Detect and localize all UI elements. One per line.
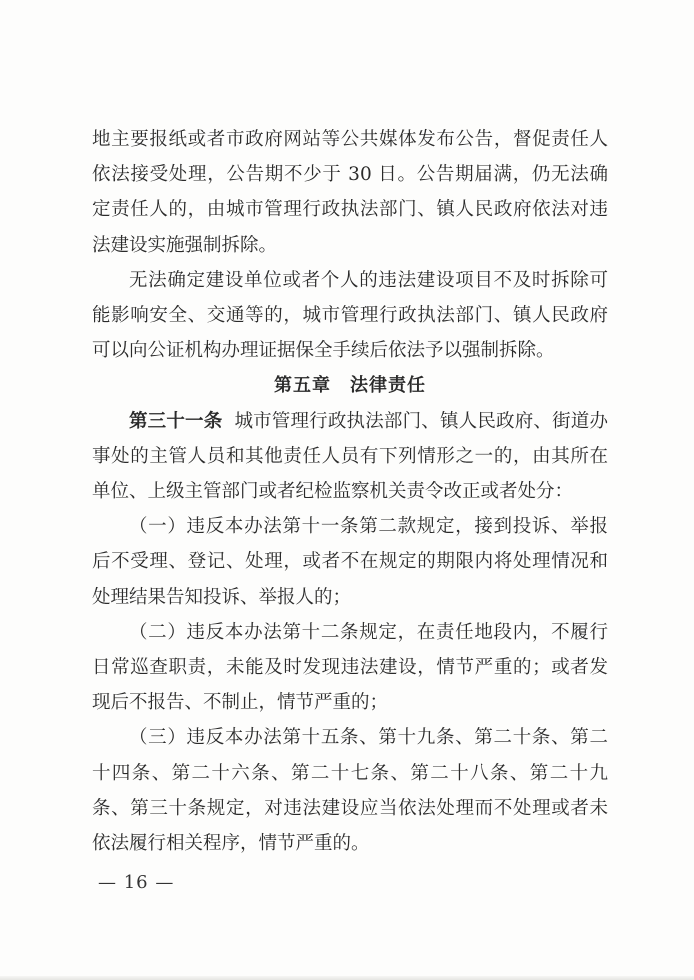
page-number: — 16 — bbox=[98, 872, 175, 893]
paragraph-continued: 地主要报纸或者市政府网站等公共媒体发布公告，督促责任人依法接受处理，公告期不少于 30 日。公告期届满，仍无法确定责任人的，由城市管理行政执法部门、镇人民政府依法对违法建设实施强制拆除。 bbox=[92, 129, 608, 256]
list-item-1: （一）违反本办法第十一条第二款规定，接到投诉、举报后不受理、登记、处理，或者不在规定的期限内将处理情况和处理结果告知投诉、举报人的； bbox=[92, 516, 608, 608]
list-item-2: （二）违反本办法第十二条规定，在责任地段内，不履行日常巡查职责，未能及时发现违法建设，情节严重的；或者发现后不报告、不制止，情节严重的； bbox=[92, 621, 608, 714]
document-body bbox=[92, 122, 608, 861]
paragraph-unidentified-project: 无法确定建设单位或者个人的违法建设项目不及时拆除可能影响安全、交通等的，城市管理行政执法部门、镇人民政府可以向公证机构办理证据保全手续后依法予以强制拆除。 bbox=[92, 269, 608, 362]
page-bottom-edge bbox=[0, 976, 694, 980]
article-text: 城市管理行政执法部门、镇人民政府、街道办事处的主管人员和其他责任人员有下列情形之一的，由其所在单位、上级主管部门或者纪检监察机关责令改正或者处分： bbox=[92, 410, 608, 503]
chapter-heading: 第五章 法律责任 bbox=[274, 375, 426, 397]
article-31 bbox=[92, 404, 608, 510]
article-number: 第三十一条 bbox=[129, 410, 223, 432]
list-item-3: （三）违反本办法第十五条、第十九条、第二十条、第二十四条、第二十六条、第二十七条、第二十八条、第二十九条、第三十条规定，对违法建设应当依法处理而不处理或者未依法履行相关程序，情节严重的。 bbox=[92, 727, 608, 855]
